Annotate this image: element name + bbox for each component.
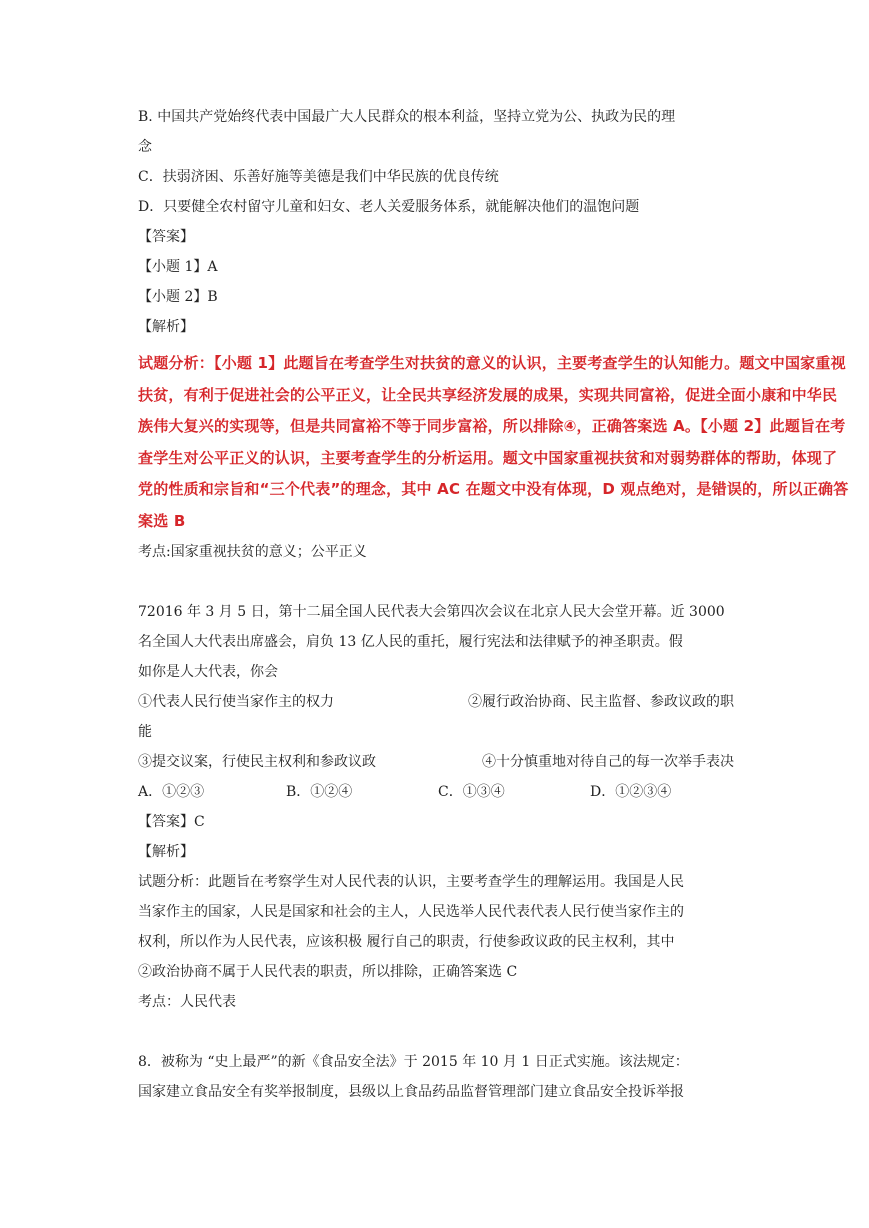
q6-analysis-line: 案选 B [138, 511, 186, 530]
q7-analysis-label: 【解析】 [138, 844, 194, 860]
q7-item1: ①代表人民行使当家作主的权力 [138, 694, 334, 710]
q6-option-b-line1: B. 中国共产党始终代表中国最广大人民群众的根本利益，坚持立党为公、执政为民的理 [138, 109, 676, 125]
q6-answer-label: 【答案】 [138, 229, 194, 245]
document-content [138, 102, 849, 1107]
q7-items-row1 [138, 687, 734, 717]
q7-item2-cont: 能 [138, 724, 152, 740]
section-gap [138, 1017, 734, 1047]
q7-option-a: A．①②③ [138, 784, 205, 800]
q7-analysis-line: 当家作主的国家，人民是国家和社会的主人，人民选举人民代表代表人民行使当家作主的 [138, 904, 684, 920]
q7-option-d: D．①②③④ [590, 784, 672, 800]
q6-analysis-line: 试题分析：【小题 1】此题旨在考查学生对扶贫的意义的认识，主要考查学生的认知能力。题文中国家重视 [138, 354, 846, 372]
q7-option-c: C．①③④ [438, 784, 505, 800]
q7-options [138, 777, 734, 807]
section-gap [138, 567, 734, 597]
q6-analysis-label: 【解析】 [138, 319, 194, 335]
q7-stem-line1: 72016 年 3 月 5 日，第十二届全国人民代表大会第四次会议在北京人民大会堂开幕。近 3000 [138, 604, 725, 620]
q7-item2: ②履行政治协商、民主监督、参政议政的职 [468, 694, 734, 710]
q7-item4: ④十分慎重地对待自己的每一次举手表决 [482, 754, 734, 770]
q7-stem-line2: 名全国人大代表出席盛会，肩负 13 亿人民的重托，履行宪法和法律赋予的神圣职责。假 [138, 634, 683, 650]
q7-option-b: B．①②④ [286, 784, 353, 800]
q6-analysis-line: 族伟大复兴的实现等，但是共同富裕不等于同步富裕，所以排除④，正确答案选 A。【小题 2】此题旨在考 [138, 417, 846, 435]
q6-answer-sub2: 【小题 2】B [138, 289, 218, 305]
q6-analysis-text [138, 348, 849, 537]
q8-stem-line2: 国家建立食品安全有奖举报制度，县级以上食品药品监督管理部门建立食品安全投诉举报 [138, 1084, 684, 1100]
q7-items-row2 [138, 747, 734, 777]
q6-option-d: D．只要健全农村留守儿童和妇女、老人关爱服务体系，就能解决他们的温饱问题 [138, 199, 640, 215]
q8-stem-line1: 8．被称为 “史上最严”的新《食品安全法》于 2015 年 10 月 1 日正式实施。该法规定： [138, 1054, 689, 1070]
q6-kaodian: 考点:国家重视扶贫的意义；公平正义 [138, 544, 367, 560]
q7-analysis-line: 试题分析：此题旨在考察学生对人民代表的认识，主要考查学生的理解运用。我国是人民 [138, 874, 684, 890]
q6-option-b-line2: 念 [138, 139, 152, 155]
q6-analysis-line: 党的性质和宗旨和“三个代表”的理念，其中 AC 在题文中没有体现，D 观点绝对，是错误的，所以正确答 [138, 480, 849, 498]
q7-answer: 【答案】C [138, 814, 205, 830]
q7-analysis-line: ②政治协商不属于人民代表的职责，所以排除，正确答案选 C [138, 964, 518, 980]
q7-stem-line3: 如你是人大代表，你会 [138, 664, 278, 680]
q6-answer-sub1: 【小题 1】A [138, 259, 218, 275]
q7-kaodian: 考点：人民代表 [138, 994, 236, 1010]
q6-analysis-line: 扶贫，有利于促进社会的公平正义，让全民共享经济发展的成果，实现共同富裕，促进全面小康和中华民 [138, 385, 838, 404]
q7-analysis-line: 权利，所以作为人民代表，应该积极 履行自己的职责，行使参政议政的民主权利，其中 [138, 934, 675, 950]
q6-option-c: C．扶弱济困、乐善好施等美德是我们中华民族的优良传统 [138, 169, 499, 185]
q7-item3: ③提交议案，行使民主权利和参政议政 [138, 754, 376, 770]
q6-analysis-line: 查学生对公平正义的认识，主要考查学生的分析运用。题文中国家重视扶贫和对弱势群体的帮助，体现了 [138, 448, 838, 467]
